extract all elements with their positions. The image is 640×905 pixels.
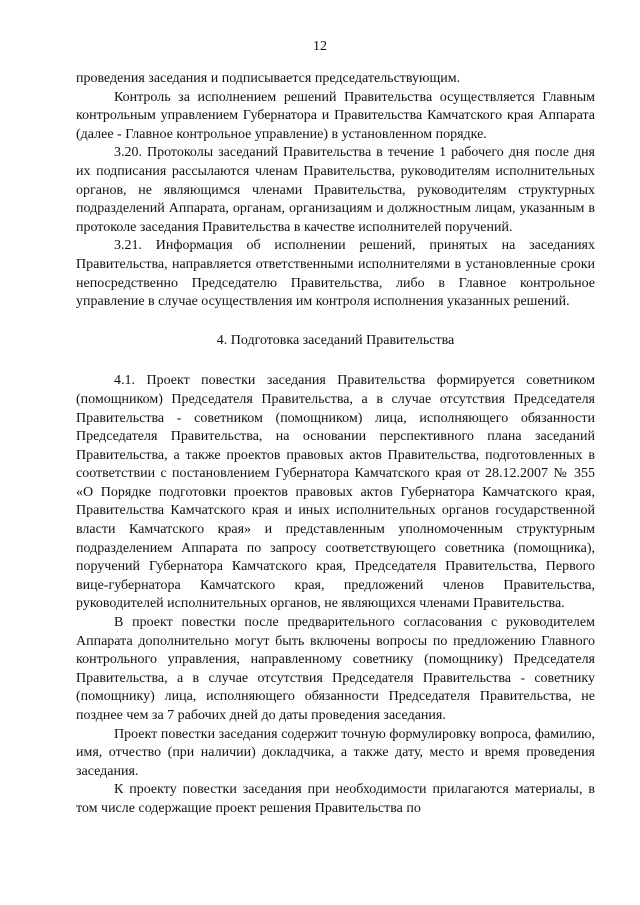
paragraph-control: Контроль за исполнением решений Правительства осуществляется Главным контрольным управлением Губернатора и Правительства Камчатского края Аппарата (далее - Главное контрольное управление) в установленном порядке. bbox=[76, 89, 595, 142]
paragraph-4-1: 4.1. Проект повестки заседания Правительства формируется советником (помощником) Председателя Правительства, а в случае отсутствия Председателя Правительства - советником (помощником) лица, исполняющего обязанности Председателя Правительства, на основании перспективного плана заседаний Правительства, а также проектов правовых актов Правительства, подготовленных в соответствии с постановлением Губернатора Камчатского края от 28.12.2007 № 355 «О Порядке подготовки проектов правовых актов Губернатора Камчатского края, Правительства Камчатского края и иных исполнительных органов государственной власти Камчатского края» и представленным уполномоченным структурным подразделением Аппарата по запросу соответствующего советника (помощника), поручений Губернатора Камчатского края, Председателя Правительства, Первого вице-губернатора Камчатского края, предложений членов Правительства, руководителей исполнительных органов, не являющихся членами Правительства. bbox=[76, 373, 595, 612]
paragraph-agenda-materials: К проекту повестки заседания при необходимости прилагаются материалы, в том числе содержащие проект решения Правительства по bbox=[76, 782, 595, 816]
paragraph-continuation: проведения заседания и подписывается председательствующим. bbox=[76, 71, 461, 86]
paragraph-agenda-contents: Проект повестки заседания содержит точную формулировку вопроса, фамилию, имя, отчество (при наличии) докладчика, а также дату, место и время проведения заседания. bbox=[76, 726, 595, 779]
paragraph-3-20: 3.20. Протоколы заседаний Правительства в течение 1 рабочего дня после дня их подписания рассылаются членам Правительства, руководителям исполнительных органов, не являющимся членами Правительства, руководителям структурных подразделений Аппарата, органам, организациям и должностным лицам, указанным в протоколе заседания Правительства в качестве исполнителей поручений. bbox=[76, 145, 595, 235]
section-heading: 4. Подготовка заседаний Правительства bbox=[216, 332, 455, 348]
paragraph-agenda-additions: В проект повестки после предварительного согласования с руководителем Аппарата дополнительно могут быть включены вопросы по предложению Главного контрольного управления, направленному советнику (помощнику) Председателя Правительства, а в случае отсутствия Председателя Правительства - советнику (помощнику) лица, исполняющего обязанности Председателя Правительства, не позднее чем за 7 рабочих дней до даты проведения заседания. bbox=[76, 615, 595, 723]
document-body bbox=[76, 70, 595, 819]
paragraph-3-21: 3.21. Информация об исполнении решений, принятых на заседаниях Правительства, направляется ответственными исполнителями в установленные сроки непосредственно Председателю Правительства, либо в Главное контрольное управление в случае осуществления им контроля исполнения указанных решений. bbox=[76, 238, 595, 310]
page-number: 12 bbox=[313, 39, 327, 54]
